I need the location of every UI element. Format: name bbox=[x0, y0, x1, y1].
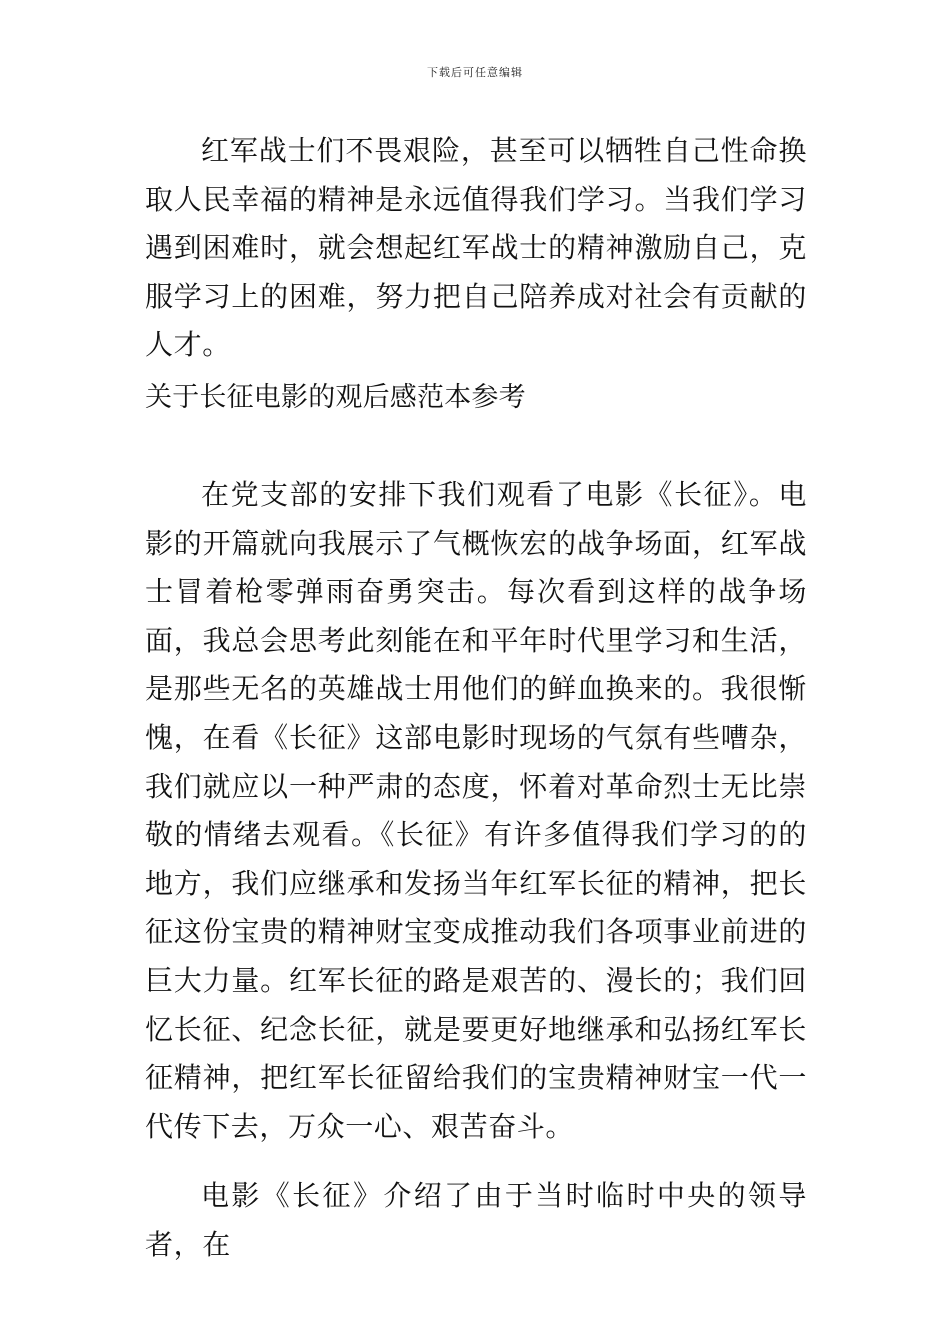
body-paragraph-1: 红军战士们不畏艰险，甚至可以牺牲自己性命换取人民幸福的精神是永远值得我们学习。当我们学习遇到困难时，就会想起红军战士的精神激励自己，克服学习上的困难，努力把自己陪养成对社会有贡献的人才。 bbox=[145, 134, 807, 362]
body-paragraph-3: 电影《长征》介绍了由于当时临时中央的领导者，在 bbox=[145, 1179, 807, 1261]
section-title: 关于长征电影的观后感范本参考 bbox=[145, 382, 526, 413]
body-paragraph-2: 在党支部的安排下我们观看了电影《长征》。电影的开篇就向我展示了气概恢宏的战争场面，红军战士冒着枪零弹雨奋勇突击。每次看到这样的战争场面，我总会思考此刻能在和平年时代里学习和生活，是那些无名的英雄战士用他们的鲜血换来的。我很惭愧，在看《长征》这部电影时现场的气氛有些嘈杂，我们就应以一种严肃的态度，怀着对革命烈士无比崇敬的情绪去观看。《长征》有许多值得我们学习的的地方，我们应继承和发扬当年红军长征的精神，把长征这份宝贵的精神财宝变成推动我们各项事业前进的巨大力量。红军长征的路是艰苦的、漫长的；我们回忆长征、纪念长征，就是要更好地继承和弘扬红军长征精神，把红军长征留给我们的宝贵精神财宝一代一代传下去，万众一心、艰苦奋斗。 bbox=[145, 478, 807, 1143]
header-note: 下载后可任意编辑 bbox=[427, 66, 523, 79]
